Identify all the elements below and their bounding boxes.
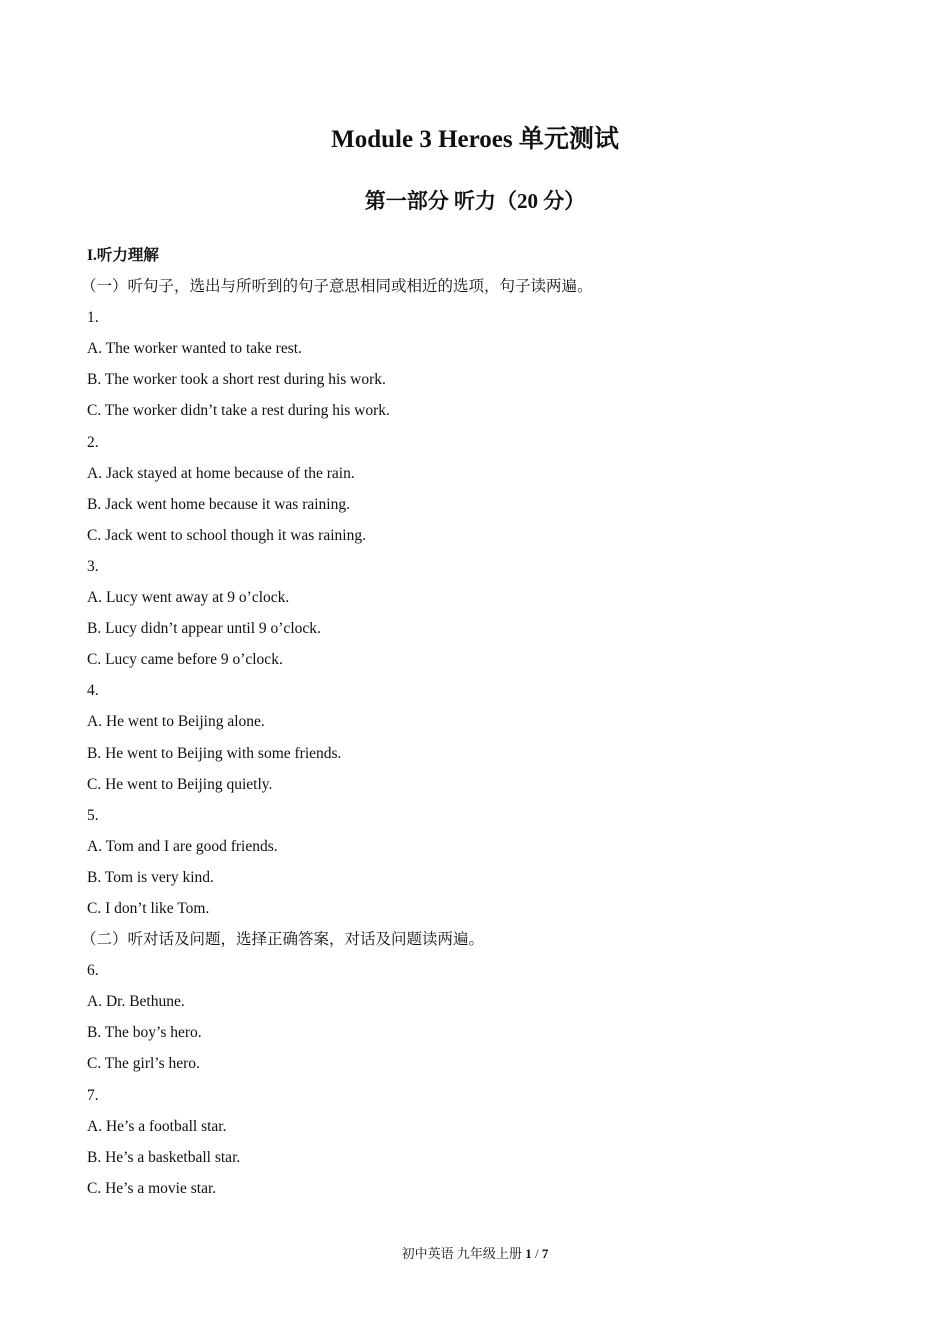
question-block — [87, 302, 877, 426]
document-title: Module 3 Heroes 单元测试 — [331, 126, 619, 153]
answer-option: C. The worker didn’t take a rest during his work. — [87, 402, 390, 420]
part-one-instruction: （一）听句子，选出与所听到的句子意思相同或相近的选项，句子读两遍。 — [81, 278, 593, 296]
question-number: 3. — [87, 557, 99, 575]
section-subtitle: 第一部分 听力（20 分） — [364, 189, 586, 213]
section-heading: I.听力理解 — [87, 247, 159, 264]
answer-option: A. He’s a football star. — [87, 1117, 227, 1135]
answer-option: A. He went to Beijing alone. — [87, 713, 265, 731]
answer-option: B. The boy’s hero. — [87, 1024, 202, 1042]
question-number: 4. — [87, 682, 99, 700]
answer-option: A. Lucy went away at 9 o’clock. — [87, 589, 290, 607]
question-number: 7. — [87, 1086, 99, 1104]
question-block — [87, 551, 877, 675]
question-block — [87, 675, 877, 799]
answer-option: B. Jack went home because it was raining. — [87, 495, 350, 513]
question-number: 1. — [87, 309, 99, 327]
answer-option: A. Tom and I are good friends. — [87, 837, 278, 855]
answer-option: C. Lucy came before 9 o’clock. — [87, 651, 283, 669]
question-number: 2. — [87, 433, 99, 451]
page-footer — [0, 1244, 950, 1264]
part-two-instruction: （二）听对话及问题，选择正确答案，对话及问题读两遍。 — [81, 931, 485, 949]
question-number: 6. — [87, 962, 99, 980]
answer-option: B. He went to Beijing with some friends. — [87, 744, 342, 762]
answer-option: B. Lucy didn’t appear until 9 o’clock. — [87, 620, 321, 638]
question-number: 5. — [87, 806, 99, 824]
page-separator: / — [531, 1246, 542, 1261]
footer-label: 初中英语 九年级上册 — [401, 1246, 526, 1261]
page-total: 7 — [541, 1246, 549, 1261]
answer-option: B. Tom is very kind. — [87, 868, 214, 886]
answer-option: C. Jack went to school though it was raining. — [87, 526, 366, 544]
answer-option: B. He’s a basketball star. — [87, 1148, 241, 1166]
answer-option: C. He went to Beijing quietly. — [87, 775, 273, 793]
answer-option: A. Jack stayed at home because of the rain. — [87, 464, 355, 482]
question-block — [87, 427, 877, 551]
question-block — [87, 955, 877, 1079]
document-body — [81, 240, 877, 1204]
answer-option: A. The worker wanted to take rest. — [87, 340, 302, 358]
answer-option: C. I don’t like Tom. — [87, 899, 210, 917]
question-block — [87, 1080, 877, 1204]
answer-option: A. Dr. Bethune. — [87, 993, 185, 1011]
page-number: 1 — [525, 1246, 532, 1261]
answer-option: B. The worker took a short rest during his work. — [87, 371, 386, 389]
answer-option: C. He’s a movie star. — [87, 1179, 217, 1197]
answer-option: C. The girl’s hero. — [87, 1055, 200, 1073]
question-block — [87, 800, 877, 924]
